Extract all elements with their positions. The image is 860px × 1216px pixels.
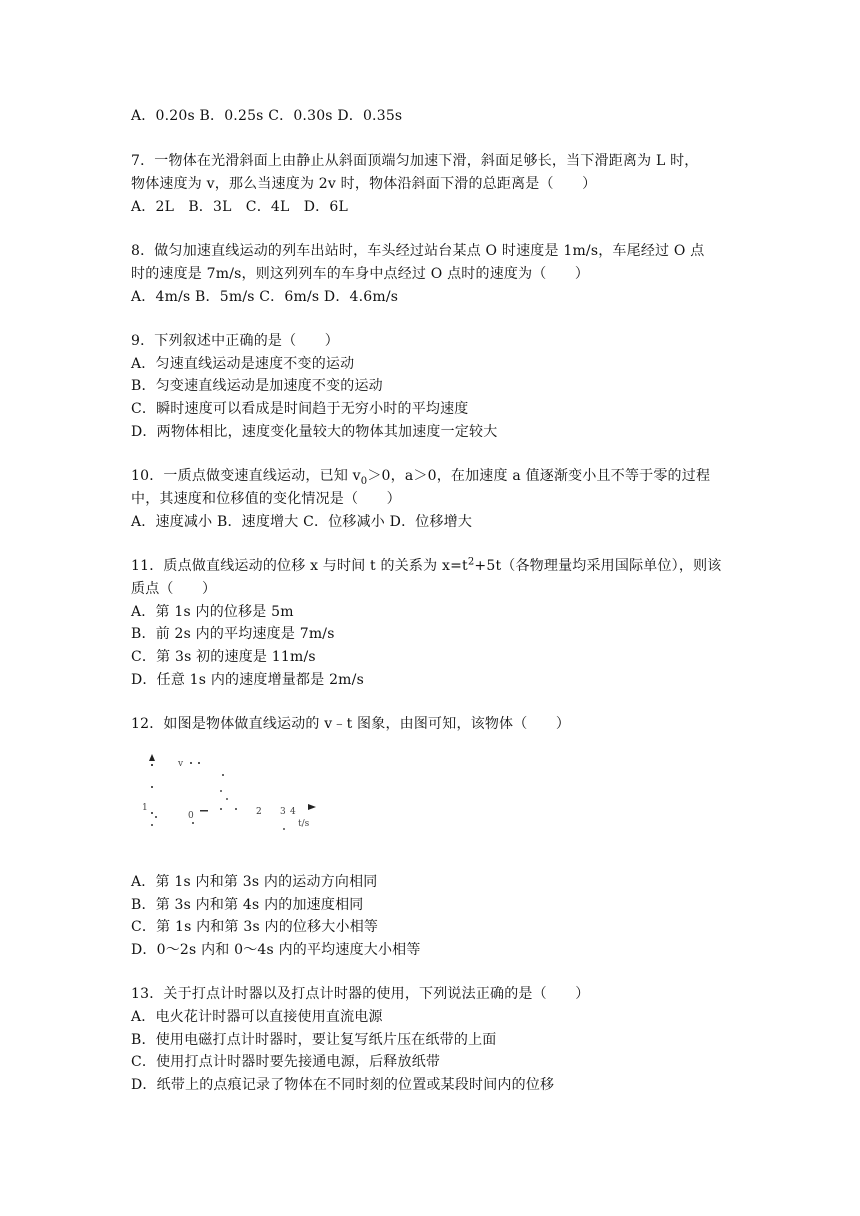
q11-superscript: 2 xyxy=(467,556,475,568)
graph-label-4: 4 xyxy=(290,807,296,817)
vt-graph-figure xyxy=(140,752,340,842)
q11-stem-line1 xyxy=(131,557,721,575)
q8-stem-line2: 时的速度是 7m/s，则这列列车的车身中点经过 O 点时的速度为（ ） xyxy=(131,266,590,282)
graph-dash xyxy=(200,810,208,812)
graph-dot xyxy=(283,828,285,830)
y-axis-arrow-icon xyxy=(149,754,155,761)
q9-stem: 9．下列叙述中正确的是（ ） xyxy=(131,333,339,349)
y-axis-dot xyxy=(151,786,153,788)
graph-dot xyxy=(220,790,222,792)
x-axis-arrow-icon xyxy=(308,804,316,810)
q9-option-c: C．瞬时速度可以看成是时间趋于无穷小时的平均速度 xyxy=(131,401,469,417)
graph-dot xyxy=(235,808,237,810)
q6-options: A．0.20s B．0.25s C．0.30s D．0.35s xyxy=(131,108,403,124)
q11-stem-post: +5t（各物理量均采用国际单位），则该 xyxy=(474,558,722,574)
graph-label-ts: t/s xyxy=(298,819,310,829)
q12-stem: 12．如图是物体做直线运动的 v﹣t 图象，由图可知，该物体（ ） xyxy=(131,716,571,732)
y-axis-dot xyxy=(151,824,153,826)
q11-option-b: B．前 2s 内的平均速度是 7m/s xyxy=(131,626,335,642)
q7-stem-line1: 7．一物体在光滑斜面上由静止从斜面顶端匀加速下滑，斜面足够长，当下滑距离为 L 时， xyxy=(131,153,699,169)
q13-option-c: C．使用打点计时器时要先接通电源，后释放纸带 xyxy=(131,1054,441,1070)
graph-dot xyxy=(192,822,194,824)
y-axis-dot xyxy=(151,812,153,814)
q13-stem: 13．关于打点计时器以及打点计时器的使用，下列说法正确的是（ ） xyxy=(131,986,590,1002)
graph-dot xyxy=(190,762,192,764)
q10-stem-post: ＞0，a＞0，在加速度 a 值逐渐变小且不等于零的过程 xyxy=(367,468,711,484)
q7-stem-line2: 物体速度为 v，那么当速度为 2v 时，物体沿斜面下滑的总距离是（ ） xyxy=(131,176,597,192)
q11-stem-line2: 质点（ ） xyxy=(131,581,217,597)
q13-option-d: D．纸带上的点痕记录了物体在不同时刻的位置或某段时间内的位移 xyxy=(131,1077,555,1093)
graph-label-0: 0 xyxy=(188,811,194,821)
q13-option-a: A．电火花计时器可以直接使用直流电源 xyxy=(131,1009,383,1025)
q9-option-b: B．匀变速直线运动是加速度不变的运动 xyxy=(131,378,383,394)
graph-dot xyxy=(155,816,157,818)
q9-option-d: D．两物体相比，速度变化量较大的物体其加速度一定较大 xyxy=(131,424,498,440)
graph-label-2: 2 xyxy=(256,807,262,817)
q10-stem-pre: 10．一质点做变速直线运动，已知 v xyxy=(131,468,361,484)
q13-option-b: B．使用电磁打点计时器时，要让复写纸片压在纸带的上面 xyxy=(131,1032,497,1048)
q12-option-a: A．第 1s 内和第 3s 内的运动方向相同 xyxy=(131,874,378,890)
q8-options: A．4m/s B．5m/s C．6m/s D．4.6m/s xyxy=(131,289,399,305)
graph-dot xyxy=(222,774,224,776)
graph-dot xyxy=(226,798,228,800)
graph-label-3: 3 xyxy=(280,807,286,817)
q11-option-c: C．第 3s 初的速度是 11m/s xyxy=(131,649,316,665)
q12-option-b: B．第 3s 内和第 4s 内的加速度相同 xyxy=(131,897,364,913)
q11-option-a: A．第 1s 内的位移是 5m xyxy=(131,604,294,620)
graph-label-1: 1 xyxy=(142,803,148,813)
q10-options: A．速度减小 B．速度增大 C．位移减小 D．位移增大 xyxy=(131,514,473,530)
q10-stem-line2: 中，其速度和位移值的变化情况是（ ） xyxy=(131,491,401,507)
q11-option-d: D．任意 1s 内的速度增量都是 2m/s xyxy=(131,672,364,688)
graph-dot xyxy=(220,808,222,810)
q12-option-c: C．第 1s 内和第 3s 内的位移大小相等 xyxy=(131,919,379,935)
q9-option-a: A．匀速直线运动是速度不变的运动 xyxy=(131,356,355,372)
q7-options: A．2L B．3L C．4L D．6L xyxy=(131,199,348,215)
y-axis-dot xyxy=(151,764,153,766)
q12-option-d: D．0～2s 内和 0～4s 内的平均速度大小相等 xyxy=(131,942,421,958)
graph-label-v: v xyxy=(178,759,184,769)
q10-stem-line1 xyxy=(131,467,710,485)
graph-dot xyxy=(198,762,200,764)
q11-stem-pre: 11．质点做直线运动的位移 x 与时间 t 的关系为 x=t xyxy=(131,558,468,574)
q10-subscript: 0 xyxy=(360,475,368,487)
q8-stem-line1: 8．做匀加速直线运动的列车出站时，车头经过站台某点 O 时速度是 1m/s，车尾经过 O 点 xyxy=(131,243,705,259)
